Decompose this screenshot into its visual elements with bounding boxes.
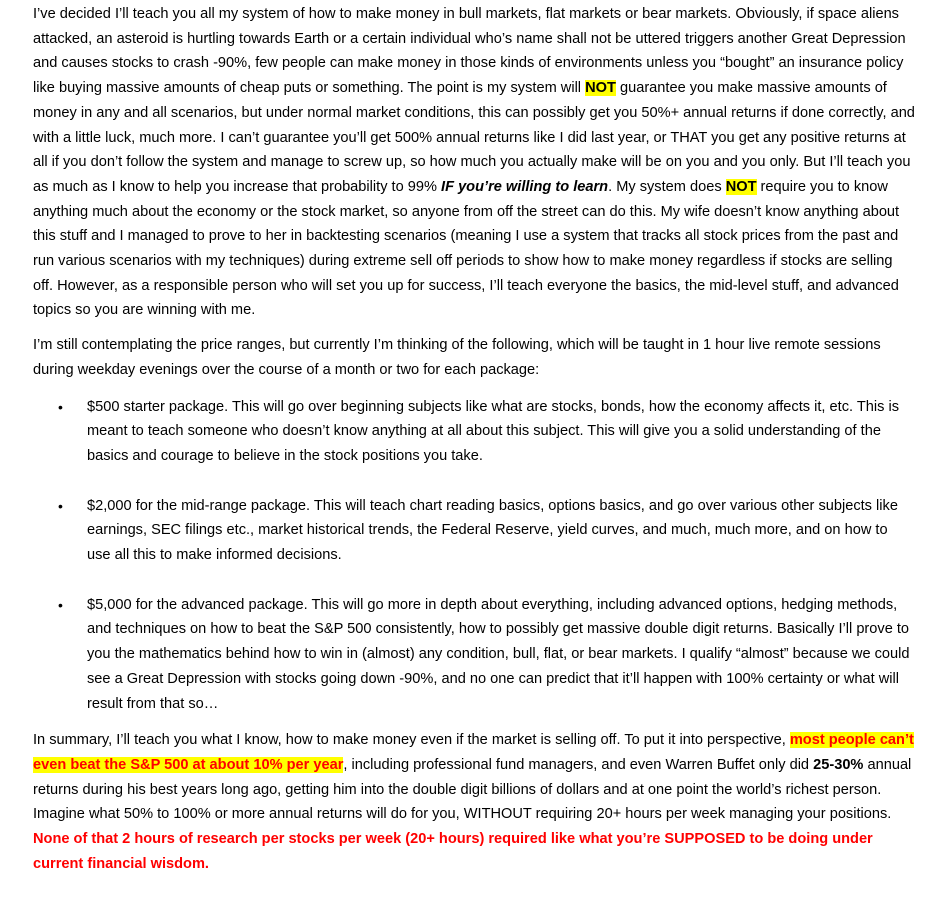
summary-text-1: In summary, I’ll teach you what I know, how to make money even if the market is selling off. To put it into perspective, — [33, 732, 790, 749]
research-hours-emphasis: None of that 2 hours of research per stocks per week (20+ hours) required like what you’re SUPPOSED to be doing under current financial wisdom. — [33, 831, 873, 872]
list-item-mid-range-package — [58, 494, 915, 568]
intro-paragraph — [33, 2, 915, 323]
summary-text-3: annual returns during his best years long ago, getting him into the double digit billions of dollars and at one point the world’s richest person. Imagine what 50% to 100% or more annual returns will do for you, WITHOUT requiring 20+ hours per week managing your positions. — [33, 756, 912, 823]
intro-text-4: require you to know anything much about the economy or the stock market, so anyone from off the street can do this. My wife doesn’t know anything about this stuff and I managed to prove to her in backtesting scenarios (meaning I use a system that tracks all stock prices from the past and run various scenarios with my techniques) during extreme sell off periods to show how to make money regardless if stocks are selling off. However, as a responsible person who will set you up for success, I’ll teach everyone the basics, the mid-level stuff, and advanced topics so you are winning with me. — [33, 178, 900, 319]
pricing-intro-paragraph: I’m still contemplating the price ranges, but currently I’m thinking of the following, which will be taught in 1 hour live remote sessions during weekday evenings over the course of a month or two for each package: — [33, 337, 881, 378]
intro-text-1: I’ve decided I’ll teach you all my system of how to make money in bull markets, flat markets or bear markets. Obviously, if space aliens attacked, an asteroid is hurtling towards Earth or a certain individual who’s name shall not be uttered triggers another Great Depression and causes stocks to crash -90%, few people can make money in those kinds of environments unless you “bought” an insurance policy like buying massive amounts of cheap puts or something. The point is my system will — [33, 6, 906, 97]
buffett-returns-emphasis: 25-30% — [813, 756, 864, 773]
bullet-icon: • — [58, 497, 63, 514]
mid-range-package-text: $2,000 for the mid-range package. This will teach chart reading basics, options basics, and go over various other subjects like earnings, SEC filings etc., market historical trends, the Federal Reserve, yield curves, and much, much more, and on how to use all this to make informed decisions. — [87, 497, 898, 564]
summary-text-2: , including professional fund managers, and even Warren Buffet only did — [343, 756, 814, 773]
highlight-not-2: NOT — [725, 178, 757, 195]
highlight-not-1: NOT — [585, 80, 616, 97]
highlight-beat-sp500: most people can’t even beat the S&P 500 at about 10% per year — [33, 732, 914, 773]
intro-text-2: guarantee you make massive amounts of money in any and all scenarios, but under normal market conditions, this can possibly get you 50%+ annual returns if done correctly, and with a little luck, much more. I can’t guarantee you’ll get 500% annual returns like I did last year, or THAT you get any positive returns at all if you don’t follow the system and manage to screw up, so how much you actually make will be on you and you only. But I’ll teach you as much as I know to help you increase that probability to 99% — [33, 80, 915, 195]
starter-package-text: $500 starter package. This will go over beginning subjects like what are stocks, bonds, how the economy affects it, etc. This is meant to teach someone who doesn’t know anything at all about this subject. This will give you a solid understanding of the basics and courage to believe in the stock positions you take. — [87, 398, 899, 464]
package-list — [33, 395, 915, 717]
intro-text-3: . My system does — [608, 178, 726, 195]
list-item-starter-package — [58, 395, 915, 469]
bullet-icon: • — [58, 398, 63, 415]
list-item-advanced-package — [58, 593, 915, 717]
bullet-icon: • — [58, 596, 63, 613]
advanced-package-text: $5,000 for the advanced package. This will go more in depth about everything, including advanced options, hedging methods, and techniques on how to beat the S&P 500 consistently, how to possibly get massive double digit returns. Basically I’ll prove to you the mathematics behind how to win in (almost) any condition, bull, flat, or bear markets. I qualify “almost” because we could see a Great Depression with stocks going down -90%, and no one can predict that it’ll happen with 100% certainty or what will result from that so… — [87, 596, 910, 712]
summary-paragraph — [33, 728, 915, 876]
willing-to-learn-emphasis: IF you’re willing to learn — [441, 178, 609, 195]
